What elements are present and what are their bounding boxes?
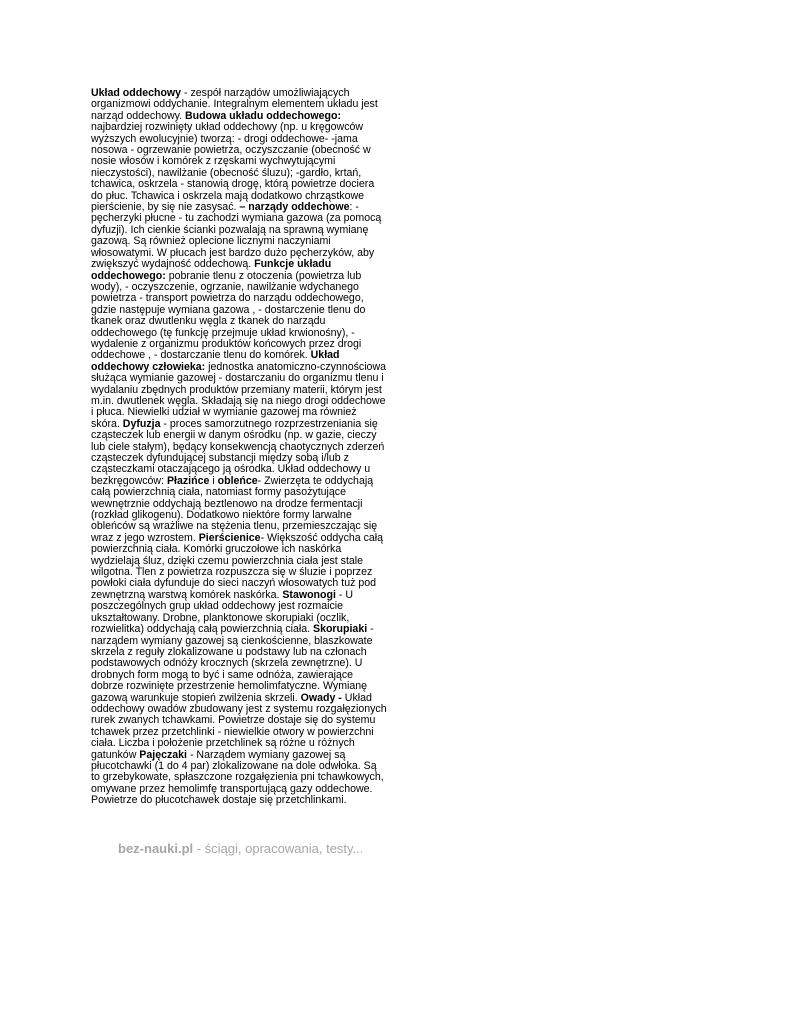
- bold-heading-run: Pajęczaki: [139, 748, 188, 761]
- text-run: - zespół narządów umożliwiających organizmowi oddychanie. Integralnym elementem układu jest narząd oddechowy.: [91, 87, 378, 122]
- bold-heading-run: Stawonogi: [282, 588, 336, 601]
- bold-heading-run: Skorupiaki: [313, 623, 368, 636]
- text-run: najbardziej rozwinięty układ oddechowy (np. u kręgowców wyższych ewolucyjnie) tworzą: - drogi oddechowe- -jama nosowa - ogrzewanie powietrza, oczyszczanie (obecność w nosie włosów i komórek z rzęskami wychwytującymi nieczystości), nawilżanie (obecność śluzu); -gardło, krtań, tchawica, oskrzela - stanowią drogę, którą powietrze dociera do płuc. Tchawica i oskrzela mają dodatkowo chrząstkowe pierścienie, by się nie zasysać.: [91, 121, 375, 214]
- text-run: - Zwierzęta te oddychają całą powierzchnią ciała, natomiast formy pasożytujące wewnętrznie oddychają beztlenowo na drodze fermentacji (rozkład glikogenu). Dodatkowo niektóre formy larwalne obleńców są wrażliwe na stężenia tlenu, przemieszczając się wraz z jego wzrostem.: [91, 474, 378, 544]
- bold-heading-run: Budowa układu oddechowego:: [185, 109, 341, 122]
- footer-watermark: [118, 841, 363, 857]
- text-run: Układ oddechowy owadów zbudowany jest z systemu rozgałęzionych rurek zwanych tchawkami. Powietrze dostaje się do systemu tchawek przez przetchlinki - niewielkie otwory w powierzchni ciała. Liczba i położenie przetchlinek są różne u różnych gatunków: [91, 691, 387, 761]
- bold-heading-run: Pierścienice: [198, 531, 261, 544]
- bold-heading-run: Układ oddechowy człowieka:: [91, 349, 340, 373]
- text-run: jednostka anatomiczno-czynnościowa służąca wymianie gazowej - dostarczaniu do organizmu tlenu i wydalaniu zbędnych produktów przemiany materii, którym jest m.in. dwutlenek węgla. Składają się na niego drogi oddechowe i płuca. Niewielki udział w wymianie gazowej ma również skóra.: [91, 360, 386, 430]
- text-run: - narządem wymiany gazowej są cienkościenne, blaszkowate skrzela z reguły zlokalizowane u podstawy lub na członach podstawowych odnóży krocznych (skrzela zewnętrzne). U drobnych form mogą to być i same odnóża, zawierające dobrze rozwinięte przestrzenie hemolimfatyczne. Wymianę gazową warunkuje stopień zwilżenia skrzeli.: [91, 623, 374, 704]
- bold-heading-run: Owady -: [300, 691, 342, 704]
- text-run: pobranie tlenu z otoczenia (powietrza lub wody), - oczyszczenie, ogrzanie, nawilżanie wdychanego powietrza - transport powietrza do narządu oddechowego, gdzie następuje wymiana gazowa , - dostarczenie tlenu do tkanek oraz dwutlenku węgla z tkanek do narządu oddechowego (tę funkcję przejmuje układ krwionośny), - wydalenie z organizmu produktów końcowych przez drogi oddechowe , - dostarczanie tlenu do komórek.: [91, 269, 366, 362]
- text-run: - proces samorzutnego rozprzestrzeniania się cząsteczek lub energii w danym ośrodku (np. w gazie, cieczy lub ciele stałym), będący konsekwencją chaotycznych zderzeń cząsteczek dyfundującej substancji między sobą i/lub z cząsteczkami otaczającego ją ośrodka. Układ oddechowy u bezkręgowców:: [91, 417, 385, 487]
- footer-tagline: - ściągi, opracowania, testy...: [193, 841, 364, 856]
- footer-brand: bez-nauki.pl: [118, 841, 194, 856]
- text-run: - Większość oddycha całą powierzchnią ciała. Komórki gruczołowe ich naskórka wydzielają śluz, dzięki czemu powierzchnia ciała jest stale wilgotna. Tlen z powietrza rozpuszcza się w śluzie i poprzez powłoki ciała dyfunduje do sieci naczyń włosowatych tuż pod zewnętrzną warstwą komórek naskórka.: [91, 531, 384, 601]
- bold-heading-run: Funkcje układu oddechowego:: [91, 258, 332, 282]
- bold-heading-run: Układ oddechowy: [91, 87, 182, 99]
- bold-heading-run: Płazińce: [166, 474, 210, 487]
- bold-heading-run: – narządy oddechowe: [239, 201, 350, 214]
- bold-heading-run: obleńce: [217, 474, 258, 487]
- text-run: i: [209, 474, 218, 487]
- bold-heading-run: Dyfuzja: [122, 417, 161, 430]
- text-run: : -pęcherzyki płucne - tu zachodzi wymiana gazowa (za pomocą dyfuzji). Ich cienkie ścianki pozwalają na sprawną wymianę gazową. Są również oplecione licznymi naczyniami włosowatymi. W płucach jest bardzo dużo pęcherzyków, aby zwiększyć wydajność oddechową.: [91, 201, 382, 271]
- text-run: - Narządem wymiany gazowej są płucotchawki (1 do 4 par) zlokalizowane na dole odwłoka. Są to grzebykowate, spłaszczone rozgałęzienia pni tchawkowych, omywane przez hemolimfę transportującą gazy oddechowe. Powietrze do płucotchawek dostaje się przetchlinkami.: [91, 748, 384, 807]
- text-run: - U poszczególnych grup układ oddechowy jest rozmaicie ukształtowany. Drobne, planktonowe skorupiaki (oczlik, rozwielitka) oddychają całą powierzchnią ciała.: [91, 588, 353, 636]
- document-body-text: [91, 88, 387, 807]
